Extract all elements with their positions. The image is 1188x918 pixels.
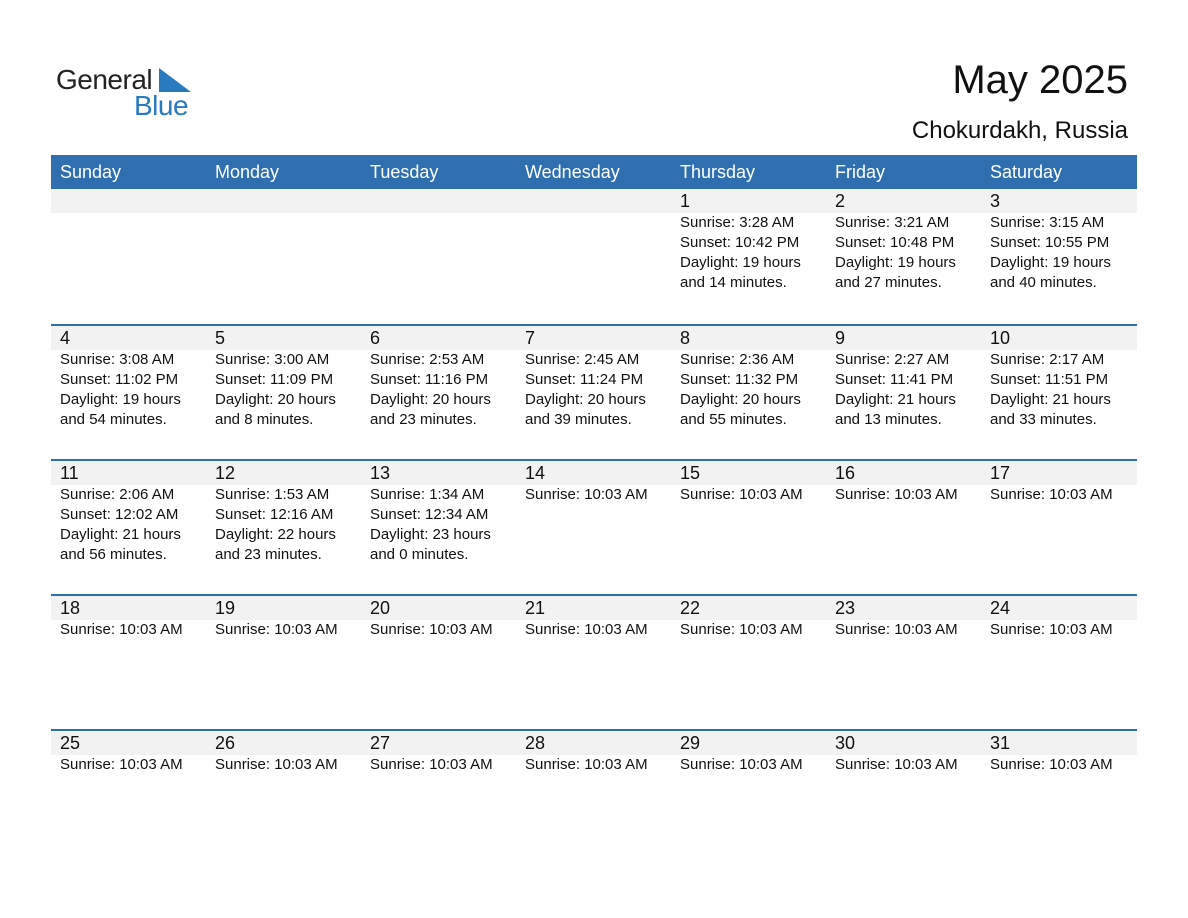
sun-info-line: and 23 minutes. — [370, 411, 477, 428]
week-days — [51, 461, 1137, 594]
day-sun-info — [370, 350, 516, 430]
day-number: 6 — [370, 328, 381, 348]
day-cell — [51, 461, 206, 594]
day-number: 26 — [215, 733, 236, 753]
sun-info-line: Sunrise: 10:03 AM — [990, 486, 1113, 503]
day-number: 3 — [990, 191, 1001, 211]
day-sun-info — [370, 620, 516, 640]
sun-info-line: Sunrise: 10:03 AM — [835, 756, 958, 773]
sun-info-line: Sunset: 11:51 PM — [990, 371, 1109, 388]
day-sun-info — [525, 350, 671, 430]
day-sun-info — [215, 755, 361, 775]
sun-info-line: Sunrise: 2:06 AM — [60, 486, 175, 503]
day-number: 18 — [60, 598, 81, 618]
day-cell — [516, 461, 671, 594]
day-sun-info — [835, 620, 981, 640]
day-cell — [206, 326, 361, 459]
day-number: 9 — [835, 328, 846, 348]
sun-info-line: Daylight: 23 hours — [370, 526, 491, 543]
day-number: 30 — [835, 733, 856, 753]
day-sun-info — [835, 213, 981, 293]
sun-info-line: Daylight: 20 hours — [370, 391, 491, 408]
sun-info-line: Daylight: 20 hours — [680, 391, 801, 408]
day-number: 5 — [215, 328, 226, 348]
sun-info-line: Sunset: 11:09 PM — [215, 371, 334, 388]
sun-info-line: Sunrise: 3:28 AM — [680, 214, 795, 231]
weekday-label: Sunday — [60, 162, 122, 182]
sun-info-line: Sunrise: 10:03 AM — [525, 486, 648, 503]
calendar-week-row — [51, 594, 1137, 729]
sun-info-line: Daylight: 21 hours — [990, 391, 1111, 408]
sun-info-line: and 13 minutes. — [835, 411, 942, 428]
sun-info-line: Sunrise: 2:36 AM — [680, 351, 795, 368]
day-sun-info — [835, 485, 981, 505]
day-sun-info — [990, 213, 1136, 293]
sun-info-line: Sunrise: 1:53 AM — [215, 486, 330, 503]
sun-info-line: Sunrise: 2:45 AM — [525, 351, 640, 368]
week-days — [51, 189, 1137, 324]
sun-info-line: Sunrise: 10:03 AM — [215, 621, 338, 638]
day-sun-info — [60, 485, 206, 565]
day-cell — [51, 189, 206, 324]
day-sun-info — [215, 485, 361, 565]
sun-info-line: Daylight: 19 hours — [60, 391, 181, 408]
day-sun-info — [990, 755, 1136, 775]
day-cell — [361, 596, 516, 729]
day-number: 15 — [680, 463, 701, 483]
sun-info-line: Sunrise: 10:03 AM — [525, 621, 648, 638]
sun-info-line: Sunrise: 10:03 AM — [370, 756, 493, 773]
sun-info-line: and 0 minutes. — [370, 546, 469, 563]
sun-info-line: Daylight: 22 hours — [215, 526, 336, 543]
day-cell — [826, 326, 981, 459]
day-cell — [671, 461, 826, 594]
day-number: 16 — [835, 463, 856, 483]
sun-info-line: Daylight: 20 hours — [525, 391, 646, 408]
sun-info-line: Sunrise: 10:03 AM — [370, 621, 493, 638]
day-cell — [51, 731, 206, 864]
sun-info-line: and 39 minutes. — [525, 411, 632, 428]
day-number: 27 — [370, 733, 391, 753]
day-number: 13 — [370, 463, 391, 483]
page-title: May 2025 — [952, 58, 1128, 102]
sun-info-line: Sunrise: 10:03 AM — [60, 756, 183, 773]
sun-info-line: Sunset: 10:42 PM — [680, 234, 800, 251]
day-sun-info — [525, 485, 671, 505]
logo-text-general: General — [56, 64, 153, 95]
day-number: 21 — [525, 598, 546, 618]
sun-info-line: Sunrise: 2:17 AM — [990, 351, 1105, 368]
sun-info-line: and 40 minutes. — [990, 274, 1097, 291]
sun-info-line: Daylight: 20 hours — [215, 391, 336, 408]
day-cell — [981, 461, 1136, 594]
sun-info-line: Sunset: 10:55 PM — [990, 234, 1110, 251]
day-sun-info — [990, 485, 1136, 505]
day-cell — [361, 326, 516, 459]
sun-info-line: Sunrise: 10:03 AM — [525, 756, 648, 773]
sun-info-line: and 8 minutes. — [215, 411, 314, 428]
weekday-label: Friday — [835, 162, 886, 182]
sun-info-line: Sunrise: 10:03 AM — [680, 486, 803, 503]
day-cell — [516, 596, 671, 729]
weekday-label: Wednesday — [525, 162, 620, 182]
weekday-label: Tuesday — [370, 162, 439, 182]
sun-info-line: Sunrise: 10:03 AM — [990, 756, 1113, 773]
sun-info-line: Sunrise: 2:53 AM — [370, 351, 485, 368]
sun-info-line: Daylight: 19 hours — [835, 254, 956, 271]
day-number: 8 — [680, 328, 691, 348]
day-number — [525, 189, 671, 213]
day-sun-info — [215, 620, 361, 640]
brand-logo — [56, 64, 206, 120]
day-sun-info — [370, 755, 516, 775]
day-sun-info — [680, 213, 826, 293]
day-cell — [981, 731, 1136, 864]
day-cell — [981, 189, 1136, 324]
day-number — [215, 189, 361, 213]
calendar-week-row — [51, 324, 1137, 459]
weeks-container — [51, 189, 1137, 864]
day-number: 4 — [60, 328, 71, 348]
sun-info-line: Sunrise: 10:03 AM — [835, 621, 958, 638]
sun-info-line: Sunrise: 2:27 AM — [835, 351, 950, 368]
sun-info-line: and 54 minutes. — [60, 411, 167, 428]
day-number: 17 — [990, 463, 1011, 483]
day-number: 2 — [835, 191, 846, 211]
sun-info-line: Sunset: 12:02 AM — [60, 506, 179, 523]
sun-info-line: Sunset: 11:16 PM — [370, 371, 489, 388]
day-sun-info — [990, 350, 1136, 430]
day-number: 20 — [370, 598, 391, 618]
day-cell — [516, 326, 671, 459]
calendar-week-row — [51, 189, 1137, 324]
sun-info-line: Sunrise: 10:03 AM — [680, 621, 803, 638]
day-cell — [361, 731, 516, 864]
weekday-label: Thursday — [680, 162, 756, 182]
day-sun-info — [60, 755, 206, 775]
day-cell — [206, 461, 361, 594]
sun-info-line: Daylight: 21 hours — [835, 391, 956, 408]
day-number: 1 — [680, 191, 691, 211]
day-number: 25 — [60, 733, 81, 753]
day-number: 22 — [680, 598, 701, 618]
sun-info-line: Sunrise: 10:03 AM — [60, 621, 183, 638]
day-cell — [206, 596, 361, 729]
sun-info-line: Sunrise: 3:08 AM — [60, 351, 175, 368]
day-number — [370, 189, 516, 213]
day-cell — [981, 596, 1136, 729]
sun-info-line: Sunrise: 1:34 AM — [370, 486, 485, 503]
day-cell — [826, 731, 981, 864]
day-cell — [981, 326, 1136, 459]
day-cell — [361, 189, 516, 324]
day-sun-info — [215, 350, 361, 430]
sun-info-line: and 14 minutes. — [680, 274, 787, 291]
day-sun-info — [60, 350, 206, 430]
day-cell — [361, 461, 516, 594]
day-number — [60, 189, 206, 213]
day-cell — [51, 326, 206, 459]
sun-info-line: Sunrise: 10:03 AM — [835, 486, 958, 503]
sun-info-line: Sunrise: 3:15 AM — [990, 214, 1105, 231]
sun-info-line: and 33 minutes. — [990, 411, 1097, 428]
sun-info-line: Sunrise: 3:00 AM — [215, 351, 330, 368]
sun-info-line: Sunset: 10:48 PM — [835, 234, 955, 251]
day-sun-info — [525, 620, 671, 640]
day-number: 29 — [680, 733, 701, 753]
sun-info-line: Sunrise: 10:03 AM — [680, 756, 803, 773]
day-number: 10 — [990, 328, 1011, 348]
day-cell — [671, 189, 826, 324]
day-cell — [671, 326, 826, 459]
sun-info-line: and 55 minutes. — [680, 411, 787, 428]
sun-info-line: Daylight: 19 hours — [990, 254, 1111, 271]
location-subtitle: Chokurdakh, Russia — [911, 117, 1128, 144]
day-cell — [516, 731, 671, 864]
day-number: 14 — [525, 463, 546, 483]
day-number: 28 — [525, 733, 546, 753]
sun-info-line: Sunset: 11:24 PM — [525, 371, 644, 388]
day-sun-info — [60, 620, 206, 640]
sun-info-line: Sunset: 11:02 PM — [60, 371, 179, 388]
day-sun-info — [525, 755, 671, 775]
day-cell — [671, 731, 826, 864]
sun-info-line: Daylight: 19 hours — [680, 254, 801, 271]
week-days — [51, 596, 1137, 729]
sun-info-line: and 23 minutes. — [215, 546, 322, 563]
sun-info-line: Sunrise: 10:03 AM — [215, 756, 338, 773]
week-days — [51, 731, 1137, 864]
sun-info-line: Sunset: 11:41 PM — [835, 371, 954, 388]
day-sun-info — [680, 620, 826, 640]
calendar-week-row — [51, 729, 1137, 864]
weekday-label: Monday — [215, 162, 280, 182]
day-cell — [51, 596, 206, 729]
weekday-label: Saturday — [990, 162, 1063, 182]
day-sun-info — [370, 485, 516, 565]
day-cell — [826, 461, 981, 594]
weekday-header — [51, 155, 1137, 189]
sun-info-line: and 27 minutes. — [835, 274, 942, 291]
sun-info-line: Sunset: 12:34 AM — [370, 506, 489, 523]
day-number: 23 — [835, 598, 856, 618]
day-cell — [206, 189, 361, 324]
day-sun-info — [835, 755, 981, 775]
day-sun-info — [680, 755, 826, 775]
sun-info-line: Daylight: 21 hours — [60, 526, 181, 543]
week-days — [51, 326, 1137, 459]
calendar-grid — [51, 155, 1137, 864]
day-cell — [516, 189, 671, 324]
sun-info-line: Sunset: 12:16 AM — [215, 506, 334, 523]
day-number: 11 — [60, 463, 79, 483]
day-number: 31 — [990, 733, 1011, 753]
sun-info-line: Sunset: 11:32 PM — [680, 371, 799, 388]
day-sun-info — [990, 620, 1136, 640]
day-number: 7 — [525, 328, 536, 348]
day-number: 12 — [215, 463, 236, 483]
day-cell — [826, 596, 981, 729]
sun-info-line: Sunrise: 10:03 AM — [990, 621, 1113, 638]
sun-info-line: Sunrise: 3:21 AM — [835, 214, 950, 231]
sun-info-line: and 56 minutes. — [60, 546, 167, 563]
day-number: 19 — [215, 598, 236, 618]
day-sun-info — [680, 485, 826, 505]
day-cell — [206, 731, 361, 864]
day-cell — [671, 596, 826, 729]
day-sun-info — [680, 350, 826, 430]
logo-triangle-icon — [159, 68, 191, 92]
calendar-week-row — [51, 459, 1137, 594]
day-sun-info — [835, 350, 981, 430]
day-number: 24 — [990, 598, 1011, 618]
day-cell — [826, 189, 981, 324]
logo-text-blue: Blue — [134, 90, 189, 121]
